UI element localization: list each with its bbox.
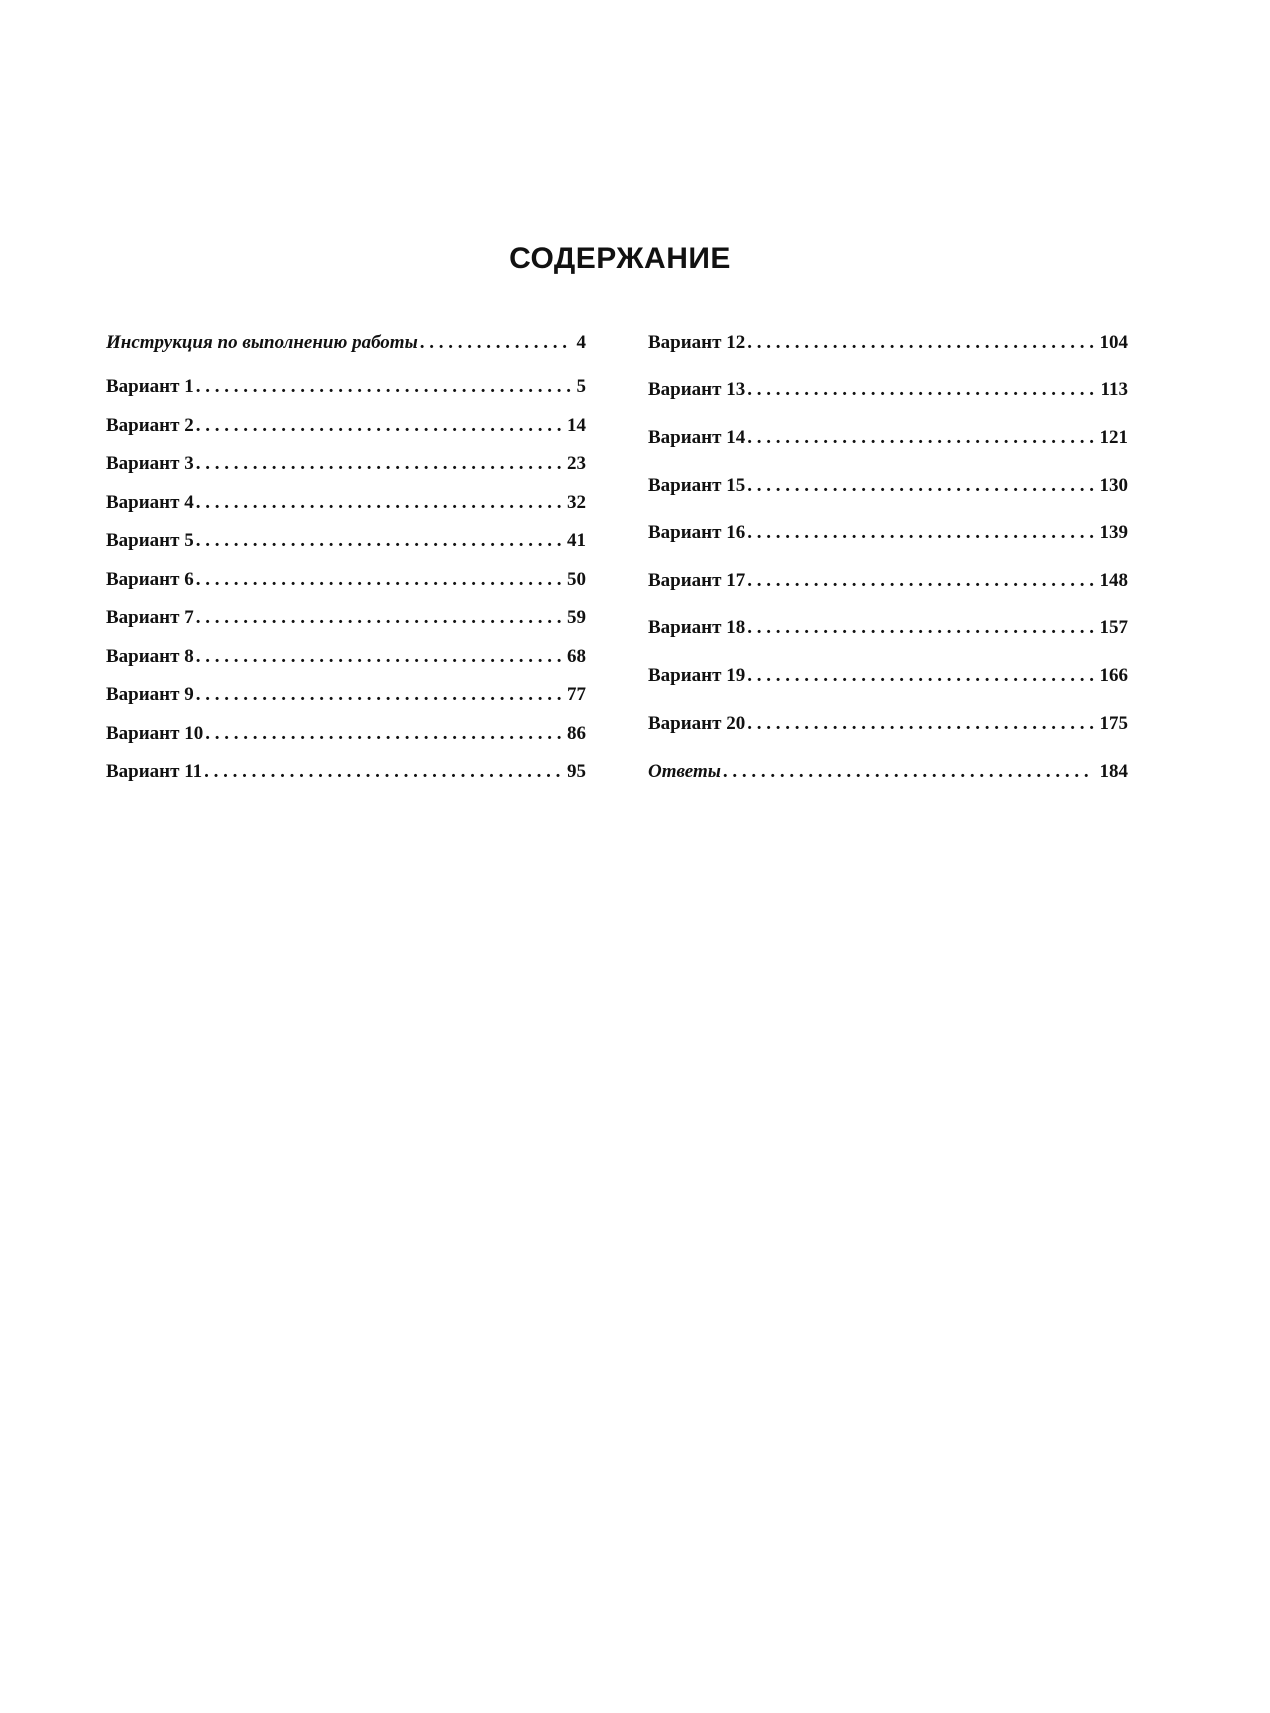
dot-leader <box>196 605 561 631</box>
dot-leader <box>747 568 1093 594</box>
toc-entry-variant-13[interactable] <box>648 377 1128 403</box>
dot-leader <box>204 759 561 785</box>
toc-entry-label: Вариант 20 <box>648 713 746 734</box>
toc-entry-variant-9[interactable] <box>106 682 586 708</box>
toc-entry-variant-10[interactable] <box>106 721 586 747</box>
toc-entry-label: Инструкция по выполнению работы <box>106 332 418 353</box>
toc-entry-label: Вариант 10 <box>106 723 204 744</box>
toc-entry-page: 139 <box>1099 522 1128 543</box>
toc-entry-label: Вариант 17 <box>648 570 746 591</box>
dot-leader <box>723 759 1094 785</box>
toc-entry-label: Вариант 5 <box>106 530 194 551</box>
toc-entry-page: 157 <box>1099 617 1128 638</box>
toc-entry-label: Вариант 16 <box>648 522 746 543</box>
toc-entry-page: 184 <box>1099 761 1128 782</box>
toc-entry-page: 86 <box>567 723 586 744</box>
toc-entry-variant-3[interactable] <box>106 451 586 477</box>
toc-entry-label: Вариант 4 <box>106 492 194 513</box>
toc-entry-page: 104 <box>1099 332 1128 353</box>
toc-entry-page: 148 <box>1099 570 1128 591</box>
toc-entry-variant-7[interactable] <box>106 605 586 631</box>
toc-entry-page: 50 <box>567 569 586 590</box>
dot-leader <box>747 520 1093 546</box>
dot-leader <box>747 473 1093 499</box>
toc-entry-page: 113 <box>1100 379 1128 400</box>
dot-leader <box>196 451 561 477</box>
toc-entry-label: Вариант 12 <box>648 332 746 353</box>
toc-entry-page: 23 <box>567 453 586 474</box>
toc-entry-variant-11[interactable] <box>106 759 586 785</box>
toc-entry-variant-14[interactable] <box>648 425 1128 451</box>
dot-leader <box>747 425 1093 451</box>
toc-entry-page: 121 <box>1099 427 1128 448</box>
toc-entry-variant-6[interactable] <box>106 567 586 593</box>
dot-leader <box>747 330 1093 356</box>
toc-entry-variant-18[interactable] <box>648 615 1128 641</box>
dot-leader <box>196 567 561 593</box>
dot-leader <box>205 721 561 747</box>
toc-entry-page: 166 <box>1099 665 1128 686</box>
toc-entry-label: Вариант 2 <box>106 415 194 436</box>
toc-entry-variant-2[interactable] <box>106 413 586 439</box>
toc-entry-label: Вариант 1 <box>106 376 194 397</box>
toc-entry-page: 77 <box>567 684 586 705</box>
toc-entry-variant-19[interactable] <box>648 663 1128 689</box>
toc-entry-label: Вариант 7 <box>106 607 194 628</box>
toc-entry-label: Вариант 9 <box>106 684 194 705</box>
toc-entry-label: Вариант 15 <box>648 475 746 496</box>
toc-entry-instructions[interactable] <box>106 330 586 356</box>
dot-leader <box>196 413 561 439</box>
toc-entry-variant-15[interactable] <box>648 473 1128 499</box>
dot-leader <box>747 663 1093 689</box>
toc-entry-answers[interactable] <box>648 759 1128 785</box>
page-title: СОДЕРЖАНИЕ <box>509 242 731 276</box>
toc-entry-page: 68 <box>567 646 586 667</box>
toc-entry-variant-8[interactable] <box>106 644 586 670</box>
toc-entry-label: Вариант 14 <box>648 427 746 448</box>
dot-leader <box>196 528 561 554</box>
toc-entry-page: 59 <box>567 607 586 628</box>
dot-leader <box>196 644 561 670</box>
dot-leader <box>747 377 1094 403</box>
toc-entry-variant-12[interactable] <box>648 330 1128 356</box>
toc-entry-page: 14 <box>567 415 586 436</box>
toc-entry-variant-5[interactable] <box>106 528 586 554</box>
dot-leader <box>196 374 571 400</box>
toc-entry-page: 5 <box>576 376 586 397</box>
toc-entry-label: Вариант 18 <box>648 617 746 638</box>
toc-entry-variant-20[interactable] <box>648 711 1128 737</box>
toc-entry-variant-1[interactable] <box>106 374 586 400</box>
toc-entry-label: Вариант 11 <box>106 761 203 782</box>
dot-leader <box>747 615 1093 641</box>
dot-leader <box>196 490 561 516</box>
toc-entry-page: 175 <box>1099 713 1128 734</box>
dot-leader <box>747 711 1093 737</box>
toc-entry-page: 41 <box>567 530 586 551</box>
toc-entry-label: Вариант 8 <box>106 646 194 667</box>
toc-entry-label: Вариант 13 <box>648 379 746 400</box>
dot-leader <box>420 330 571 356</box>
toc-entry-variant-17[interactable] <box>648 568 1128 594</box>
toc-entry-page: 32 <box>567 492 586 513</box>
dot-leader <box>196 682 561 708</box>
toc-entry-page: 4 <box>576 332 586 353</box>
toc-entry-label: Вариант 19 <box>648 665 746 686</box>
toc-entry-label: Вариант 3 <box>106 453 194 474</box>
toc-entry-variant-4[interactable] <box>106 490 586 516</box>
toc-entry-label: Ответы <box>648 761 721 782</box>
toc-entry-label: Вариант 6 <box>106 569 194 590</box>
toc-entry-page: 130 <box>1099 475 1128 496</box>
toc-entry-page: 95 <box>567 761 586 782</box>
toc-entry-variant-16[interactable] <box>648 520 1128 546</box>
